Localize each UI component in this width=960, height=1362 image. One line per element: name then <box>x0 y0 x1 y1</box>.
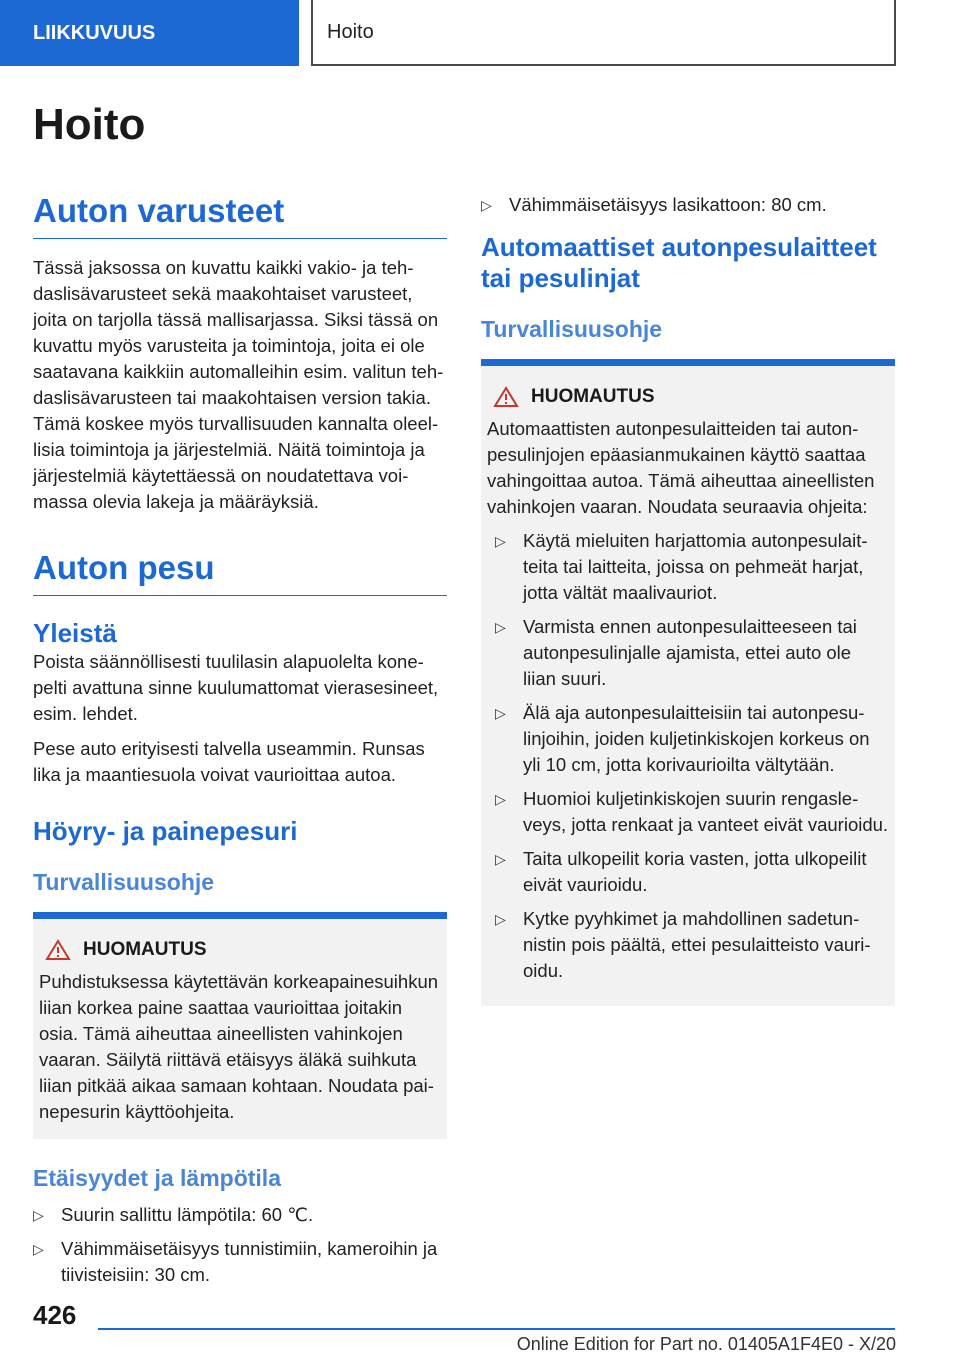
heading-safety-note: Turvallisuusohje <box>33 869 215 895</box>
bullet-icon: ▷ <box>495 705 506 721</box>
warning-text: Automaattisten autonpesulaitteiden tai autonpesulinjojen epäasianmukainen käyttö saattaa vahingoittaa autoa. Tämä aiheuttaa aineellisten vahinkojen vaaran. Noudata seuraavia ohjeita: <box>487 418 875 517</box>
heading-automatic-car-wash: Automaattiset autonpesulaitteet tai pesulinjat <box>481 232 877 293</box>
warning-title-text: HUOMAUTUS <box>531 386 655 407</box>
bullet-icon: ▷ <box>495 851 506 867</box>
warning-box <box>33 912 447 1139</box>
list-item <box>495 906 889 984</box>
list-item <box>495 614 889 692</box>
warning-title <box>487 386 889 408</box>
right-column <box>481 192 895 1006</box>
heading-distance-temperature: Etäisyydet ja lämpötila <box>33 1165 281 1191</box>
list-item-text: Suurin sallittu lämpötila: 60 ℃. <box>61 1204 314 1225</box>
bullet-icon: ▷ <box>481 197 492 213</box>
warning-triangle-icon <box>493 386 519 408</box>
list-item <box>495 700 889 778</box>
bullet-icon: ▷ <box>33 1207 44 1223</box>
bullet-icon: ▷ <box>495 533 506 549</box>
bullet-icon: ▷ <box>495 911 506 927</box>
list-item <box>495 786 889 838</box>
list-item <box>33 1236 447 1288</box>
bullet-icon: ▷ <box>33 1241 44 1257</box>
heading-safety-note: Turvallisuusohje <box>481 316 663 342</box>
heading-steam-washer: Höyry- ja painepesuri <box>33 816 298 846</box>
bullet-icon: ▷ <box>495 791 506 807</box>
warning-title <box>39 939 441 961</box>
page-number: 426 <box>33 1300 77 1330</box>
list-item-text: Taita ulkopeilit koria vasten, jotta ulkopeilit eivät vaurioidu. <box>523 848 867 895</box>
paragraph-equipment: Tässä jaksossa on kuvattu kaikki vakio- ja tehdaslisävarusteet sekä maakohtaiset varusteet, joita on tarjolla tässä mallisarjassa. Siksi tässä on kuvattu myös varusteita ja toimintoja, joita ei ole saatavana kaikkiin automalleihin esim. valitun tehdaslisävarusteen tai maakohtaisen version takia. Tämä koskee myös turvallisuuden kannalta oleellisia toimintoja ja järjestelmiä. Näitä toimintoja ja järjestelmiä käytettäessä on noudatettava voimassa olevia lakeja ja määräyksiä. <box>33 257 444 512</box>
list-item <box>495 846 889 898</box>
page-title: Hoito <box>33 100 146 149</box>
list-item-text: Älä aja autonpesulaitteisiin tai autonpesulinjoihin, joiden kuljetinkiskojen korkeus on yli 10 cm, jotta korivaurioilta vältytään. <box>523 702 870 775</box>
footer-divider <box>98 1328 895 1330</box>
left-column <box>33 192 447 1296</box>
list-item-text: Vähimmäisetäisyys tunnistimiin, kameroihin ja tiivisteisiin: 30 cm. <box>61 1238 438 1285</box>
warning-title-text: HUOMAUTUS <box>83 939 207 960</box>
heading-general: Yleistä <box>33 618 117 648</box>
warning-triangle-icon <box>45 939 71 961</box>
list-item-text: Vähimmäisetäisyys lasikattoon: 80 cm. <box>509 194 827 215</box>
heading-car-wash: Auton pesu <box>33 549 447 596</box>
list-item <box>495 528 889 606</box>
list-item-text: Huomioi kuljetinkiskojen suurin rengasleveys, jotta renkaat ja vanteet eivät vaurioidu. <box>523 788 889 835</box>
top-list <box>481 192 895 218</box>
warning-box <box>481 359 895 1006</box>
footer-edition: Online Edition for Part no. 01405A1F4E0 - X/20 <box>516 1334 896 1354</box>
topic-tab: Hoito <box>311 0 896 66</box>
bullet-icon: ▷ <box>495 619 506 635</box>
list-item-text: Kytke pyyhkimet ja mahdollinen sadetunnistin pois päältä, ettei pesulaitteisto vaurioidu. <box>523 908 871 981</box>
list-item-text: Käytä mieluiten harjattomia autonpesulaitteita tai laitteita, joissa on pehmeät harjat, jotta vältät maalivauriot. <box>523 530 868 603</box>
paragraph-general-1: Poista säännöllisesti tuulilasin alapuolelta konepelti avattuna sinne kuulumattomat vierasesineet, esim. lehdet. <box>33 651 439 724</box>
paragraph-general-2: Pese auto erityisesti talvella useammin. Runsas lika ja maantiesuola voivat vaurioittaa autoa. <box>33 738 425 785</box>
warning-list <box>487 528 889 984</box>
list-item <box>481 192 895 218</box>
warning-text: Puhdistuksessa käytettävän korkeapainesuihkun liian korkea paine saattaa vaurioittaa joitakin osia. Tämä aiheuttaa aineellisten vahinkojen vaaran. Säilytä riittävä etäisyys äläkä suihkuta liian pitkää aikaa samaan kohtaan. Noudata painepesurin käyttöohjeita. <box>39 971 439 1122</box>
distance-list <box>33 1202 447 1288</box>
list-item <box>33 1202 447 1228</box>
heading-equipment: Auton varusteet <box>33 192 447 239</box>
section-tab: LIIKKUVUUS <box>0 0 299 66</box>
list-item-text: Varmista ennen autonpesulaitteeseen tai autonpesulinjalle ajamista, ettei auto ole liian suuri. <box>523 616 857 689</box>
